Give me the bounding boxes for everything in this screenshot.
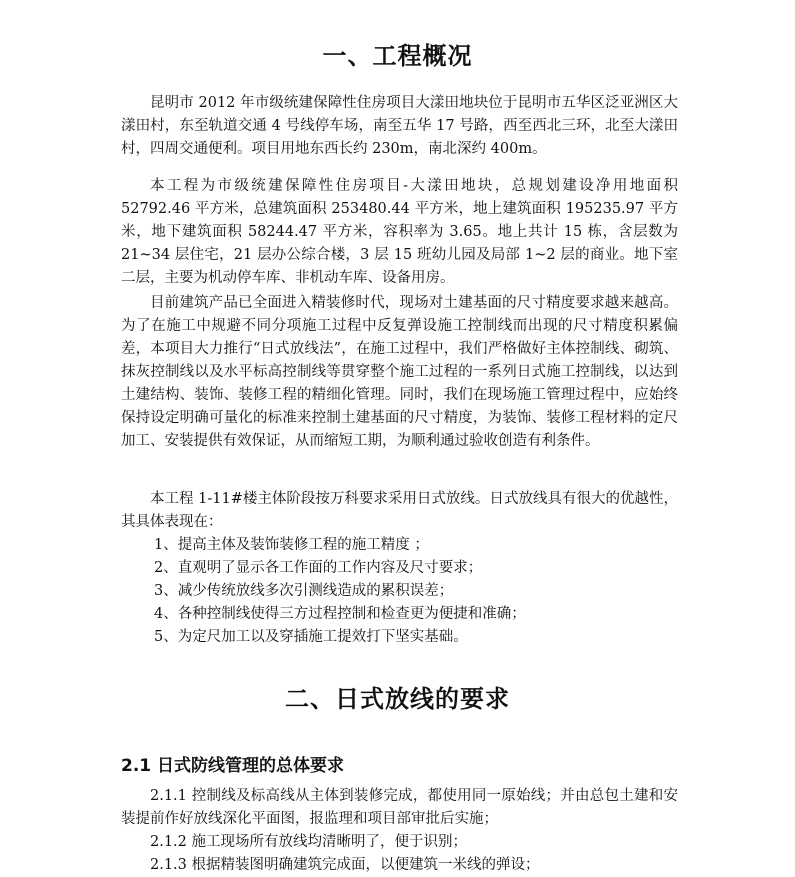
subsection-heading: 2.1 日式防线管理的总体要求 <box>121 756 345 776</box>
requirement-item: 2.1.2 施工现场所有放线均清晰明了，便于识别； <box>150 834 468 850</box>
paragraph-japanese-layout: 本工程 1-11#楼主体阶段按万科要求采用日式放线。日式放线具有很大的优越性，其具体表现在： <box>121 491 678 530</box>
requirement-item: 2.1.1 控制线及标高线从主体到装修完成，都使用同一原始线；并由总包土建和安装提前作好放线深化平面图，报监理和项目部审批后实施； <box>121 788 678 827</box>
section-title-requirements: 二、日式放线的要求 <box>285 685 510 713</box>
list-item: 4、各种控制线使得三方过程控制和检查更为便捷和准确； <box>154 606 526 622</box>
section-title-overview: 一、工程概况 <box>322 42 473 70</box>
advantages-list <box>154 534 674 649</box>
paragraph-location: 昆明市 2012 年市级统建保障性住房项目大漾田地块位于昆明市五华区泛亚洲区大漾田村，东至轨道交通 4 号线停车场，南至五华 17 号路，西至西北三环，北至大漾田村，四周交通便利。项目用地东西长约 230m，南北深约 400m。 <box>121 95 678 157</box>
paragraph-precision-management: 目前建筑产品已全面进入精装修时代，现场对土建基面的尺寸精度要求越来越高。为了在施工中规避不同分项施工过程中反复弹设施工控制线而出现的尺寸精度积累偏差，本项目大力推行“日式放线法”，在施工过程中，我们严格做好主体控制线、砌筑、抹灰控制线以及水平标高控制线等贯穿整个施工过程的一系列日式施工控制线，以达到土建结构、装饰、装修工程的精细化管理。同时，我们在现场施工管理过程中，应始终保持设定明确可量化的标准来控制土建基面的尺寸精度，为装饰、装修工程材料的定尺加工、安装提供有效保证，从而缩短工期，为顺利通过验收创造有利条件。 <box>121 295 678 449</box>
list-item: 5、为定尺加工以及穿插施工提效打下坚实基础。 <box>154 629 468 645</box>
requirement-item: 2.1.3 根据精装图明确建筑完成面，以便建筑一米线的弹设； <box>150 857 540 873</box>
list-item: 3、减少传统放线多次引测线造成的累积误差； <box>154 583 454 599</box>
list-item: 1、提高主体及装饰装修工程的施工精度 ； <box>154 537 429 553</box>
list-item: 2、直观明了显示各工作面的工作内容及尺寸要求； <box>154 560 483 576</box>
paragraph-project-scale: 本工程为市级统建保障性住房项目-大漾田地块，总规划建设净用地面积 52792.46 平方米，总建筑面积 253480.44 平方米，地上建筑面积 195235.97 平方米，地下建筑面积 58244.47 平方米，容积率为 3.65。地上共计 15 栋，含层数为 21~34 层住宅，21 层办公综合楼，3 层 15 班幼儿园及局部 1~2 层的商业。地下室二层，主要为机动停车库、非机动车库、设备用房。 <box>121 178 678 286</box>
